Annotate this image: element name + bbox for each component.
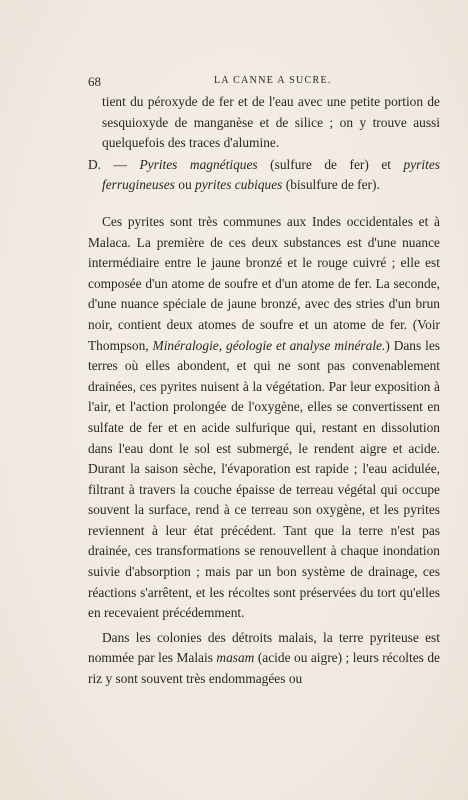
term-pyrites-cubiques: pyrites cubiques: [195, 177, 283, 193]
text-run: (acide ou aigre) ; leurs récoltes de riz y sont souvent très endommagées ou: [88, 650, 440, 687]
citation-title: Minéralogie, géologie et analyse minérale.: [152, 337, 386, 353]
paragraph-continued: [88, 92, 440, 154]
text-run: Dans les colonies des détroits malais, la terre pyriteuse est nommée par les Malais: [88, 629, 440, 666]
text-run: (bisulfure de fer).: [282, 177, 380, 193]
item-d-paragraph: [88, 155, 440, 196]
paragraph-pyrites: [88, 212, 440, 624]
term-pyrites-magnetiques: Pyrites magnétiques: [139, 156, 258, 172]
page-body: [88, 92, 440, 690]
text-run: ou: [174, 177, 195, 193]
page-number: 68: [88, 74, 101, 89]
page-header: [88, 74, 440, 88]
paragraph-text: tient du péroxyde de fer et de l'eau avec une petite portion de sesquioxyde de manganèse et de silice ; on y trouve aussi quelquefois des traces d'alumine.: [102, 94, 440, 151]
term-masam: masam: [216, 650, 255, 666]
term-pyrites-ferrugineuses: pyrites ferrugineuses: [102, 156, 440, 193]
running-title: LA CANNE A SUCRE.: [214, 75, 332, 86]
paragraph-colonies: [88, 628, 440, 690]
text-run: ) Dans les terres où elles abondent, et qui ne sont pas convenablement drainées, ces pyrites nuisent à la végétation. Par leur exposition à l'air, et l'action prolongée de l'oxygène, elles se convertissent en sulfate de fer et en acide sulfurique qui, restant en dissolution dans l'eau dont le sol est submergé, le rendent aigre et acide. Durant la saison sèche, l'évaporation est rapide ; l'eau acidulée, filtrant à travers la couche épaisse de terreau végétal qui occupe souvent la surface, rend à ce terreau son oxygène, et les pyrites reviennent à leur état précédent. Tant que la terre n'est pas drainée, ces transformations se renouvellent à chaque inondation suivie d'absorption ; mais par un bon système de drainage, ces réactions s'arrêtent, et les récoltes sont préservées du tort qu'elles en recevaient précédemment.: [88, 337, 440, 621]
paragraph-spacer: [88, 196, 440, 212]
text-run: Ces pyrites sont très communes aux Indes occidentales et à Malaca. La première de ces deux substances est d'une nuance intermédiaire entre le jaune bronzé et le rouge cuivré ; elle est composée d'un atome de soufre et d'un atome de fer. La seconde, d'une nuance spéciale de jaune bronzé, avec des stries d'un brun noir, contient deux atomes de soufre et un atome de fer. (Voir Thompson,: [88, 213, 440, 353]
text-run: (sulfure de fer) et: [257, 156, 404, 172]
item-label: D. —: [88, 156, 127, 172]
